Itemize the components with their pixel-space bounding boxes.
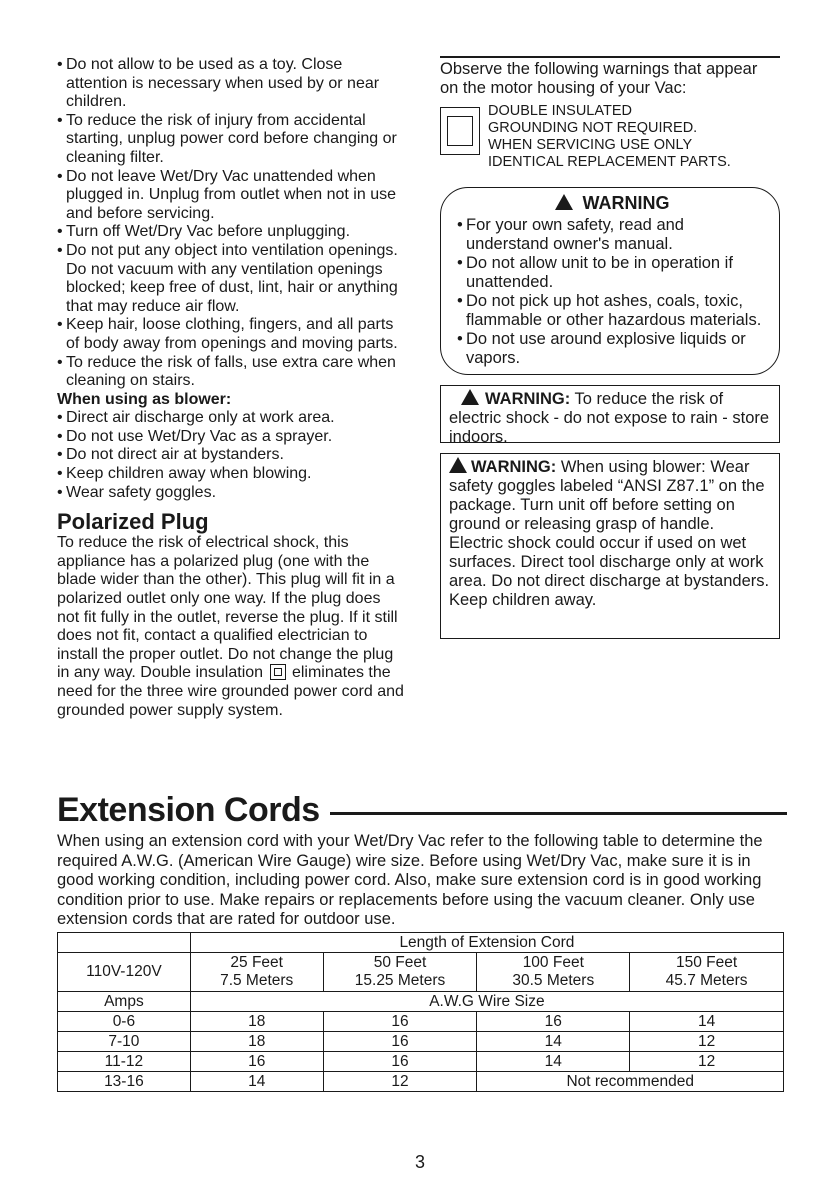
length-meters: 45.7 Meters: [665, 972, 748, 989]
table-row: [58, 1052, 784, 1072]
safety-bullet: • Turn off Wet/Dry Vac before unplugging.: [57, 223, 407, 242]
amps-cell: 0-6: [58, 1012, 191, 1032]
gauge-cell: 12: [323, 1072, 477, 1092]
gauge-cell: 14: [190, 1072, 323, 1092]
table-row: [58, 992, 784, 1012]
double-insulation-icon: [270, 664, 286, 680]
warning-triangle-icon: [555, 194, 573, 210]
gauge-cell: 16: [323, 1012, 477, 1032]
gauge-cell: 16: [190, 1052, 323, 1072]
length-feet: 50 Feet: [373, 954, 427, 971]
gauge-cell: 16: [323, 1032, 477, 1052]
gauge-cell: 14: [477, 1032, 630, 1052]
safety-bullet: • Do not allow to be used as a toy. Close attention is necessary when used by or near children.: [57, 56, 407, 112]
warning-bullet: • Do not use around explosive liquids or vapors.: [457, 330, 767, 368]
length-cell: [630, 953, 784, 992]
length-feet: 150 Feet: [675, 954, 738, 971]
extension-cords-title: Extension Cords: [57, 791, 320, 829]
page-number: 3: [414, 1152, 425, 1172]
title-rule: [330, 812, 787, 815]
shock-warning-text: To reduce the risk of electric shock - do not expose to rain - store indoors.: [449, 390, 770, 446]
divider: [440, 56, 780, 58]
extension-title-row: [57, 790, 787, 830]
shock-warning-box: [440, 385, 780, 446]
notice-line: GROUNDING NOT REQUIRED.: [488, 120, 698, 136]
gauge-cell: 16: [323, 1052, 477, 1072]
gauge-cell: 18: [190, 1012, 323, 1032]
voltage-cell: 110V-120V: [58, 953, 191, 992]
safety-bullet: • To reduce the risk of falls, use extra care when cleaning on stairs.: [57, 354, 407, 391]
warning-panel: [440, 187, 780, 375]
warning-bullet: • For your own safety, read and understand owner's manual.: [457, 216, 767, 254]
length-cell: [190, 953, 323, 992]
blower-heading: When using as blower:: [57, 390, 232, 408]
awg-table: [57, 932, 784, 1092]
blower-bullet: • Wear safety goggles.: [57, 484, 407, 503]
warning-triangle-icon: [461, 389, 479, 405]
blower-warning-text: When using blower: Wear safety goggles labeled “ANSI Z87.1” on the package. Turn unit off before setting on ground or releasing grasp of handle. Electric shock could occur if used on wet surfaces. Direct tool discharge only at work area. Do not direct discharge at bystanders. Keep children away.: [449, 458, 770, 609]
extension-cords-section: [57, 790, 787, 930]
amps-cell: 11-12: [58, 1052, 191, 1072]
length-cell: [477, 953, 630, 992]
gauge-cell: 14: [477, 1052, 630, 1072]
extension-paragraph: When using an extension cord with your Wet/Dry Vac refer to the following table to determine the required A.W.G. (American Wire Gauge) wire size. Before using Wet/Dry Vac, make sure it is in good working condition, including power cord. Also, make sure extension cord is in good working condition prior to use. Make repairs or replacements before using the vacuum cleaner. Only use extension cords that are rated for outdoor use.: [57, 832, 763, 929]
awg-header: A.W.G Wire Size: [190, 992, 783, 1012]
length-feet: 25 Feet: [230, 954, 283, 971]
safety-bullet: • Keep hair, loose clothing, fingers, and all parts of body away from openings and moving parts.: [57, 316, 407, 353]
safety-bullet: • To reduce the risk of injury from accidental starting, unplug power cord before changing or cleaning filter.: [57, 112, 407, 168]
blower-bullet: • Do not use Wet/Dry Vac as a sprayer.: [57, 428, 407, 447]
not-recommended-cell: Not recommended: [477, 1072, 784, 1092]
observe-text: Observe the following warnings that appear on the motor housing of your Vac:: [440, 60, 758, 97]
warning-triangle-icon: [449, 457, 467, 473]
polarized-plug-text: [57, 534, 407, 720]
length-meters: 15.25 Meters: [354, 972, 446, 989]
amps-header: Amps: [58, 992, 191, 1012]
notice-line: DOUBLE INSULATED: [488, 103, 632, 119]
table-cell: [58, 933, 191, 953]
blower-warning-box: [440, 453, 780, 639]
table-row: [58, 1032, 784, 1052]
table-row: [58, 953, 784, 992]
notice-line: IDENTICAL REPLACEMENT PARTS.: [488, 154, 731, 170]
blower-bullet: • Keep children away when blowing.: [57, 465, 407, 484]
double-insulation-icon: [440, 107, 480, 155]
warning-bullet: • Do not pick up hot ashes, coals, toxic, flammable or other hazardous materials.: [457, 292, 767, 330]
amps-cell: 13-16: [58, 1072, 191, 1092]
warning-title-text: WARNING: [582, 193, 670, 213]
left-column: [57, 56, 407, 720]
table-row: [58, 1012, 784, 1032]
gauge-cell: 14: [630, 1012, 784, 1032]
length-meters: 30.5 Meters: [512, 972, 595, 989]
amps-cell: 7-10: [58, 1032, 191, 1052]
polarized-plug-title: Polarized Plug: [57, 509, 209, 535]
safety-bullet: • Do not leave Wet/Dry Vac unattended when plugged in. Unplug from outlet when not in use and before servicing.: [57, 168, 407, 224]
warning-label: WARNING:: [471, 458, 557, 476]
length-meters: 7.5 Meters: [220, 972, 294, 989]
gauge-cell: 12: [630, 1032, 784, 1052]
safety-bullet: • Do not put any object into ventilation openings. Do not vacuum with any ventilation openings blocked; keep free of dust, lint, hair or anything that may reduce air flow.: [57, 242, 407, 316]
gauge-cell: 16: [477, 1012, 630, 1032]
blower-bullet: • Direct air discharge only at work area.: [57, 409, 407, 428]
table-row: [58, 1072, 784, 1092]
polarized-text-part: eliminates the need for the three wire grounded power cord and grounded power supply system.: [57, 664, 404, 719]
length-header: Length of Extension Cord: [190, 933, 783, 953]
polarized-text-part: To reduce the risk of electrical shock, this appliance has a polarized plug (one with the blade wider than the other). This plug will fit in a polarized outlet only one way. If the plug does not fit fully in the outlet, reverse the plug. If it still does not fit, contact a qualified electrician to install the proper outlet. Do not change the plug in any way. Double insulation: [57, 534, 398, 682]
notice-line: WHEN SERVICING USE ONLY: [488, 137, 693, 153]
length-feet: 100 Feet: [522, 954, 584, 971]
gauge-cell: 18: [190, 1032, 323, 1052]
double-insulated-text: [488, 103, 731, 171]
warning-bullet: • Do not allow unit to be in operation if unattended.: [457, 254, 767, 292]
warning-title: [457, 192, 767, 214]
blower-bullet: • Do not direct air at bystanders.: [57, 446, 407, 465]
length-cell: [323, 953, 477, 992]
table-row: [58, 933, 784, 953]
double-insulated-notice: [440, 103, 780, 171]
right-column: [440, 56, 780, 639]
warning-label: WARNING:: [485, 390, 571, 408]
gauge-cell: 12: [630, 1052, 784, 1072]
